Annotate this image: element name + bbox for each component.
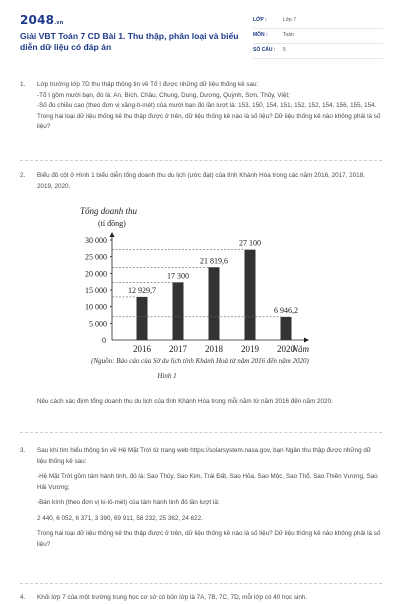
- question-body: [37, 80, 382, 133]
- question-line: Trong hai loại dữ liệu thống kê thu thập được ở trên, dữ liệu thống kê nào là số liệu? Dữ liệu thống kê nào không phải là số liệu?: [37, 530, 381, 548]
- x-tick-label: 2016: [133, 344, 151, 354]
- question-body: [37, 171, 382, 192]
- y-tick-label: 10 000: [85, 302, 107, 312]
- question-line: Lớp trưởng lớp 7D thu thập thông tin về Tổ I được những dữ liệu thống kê sau:: [37, 81, 259, 88]
- bar-value-label: 6 946,2: [274, 305, 298, 315]
- question-body: [37, 593, 382, 604]
- x-axis-label: Năm: [292, 344, 310, 354]
- x-tick-label: 2020: [277, 344, 295, 354]
- x-tick-label: 2017: [169, 344, 187, 354]
- divider: [20, 432, 382, 433]
- question-line: 2 440, 6 052, 6 371, 3 390, 69 911, 58 232, 25 362, 24 622.: [37, 514, 203, 522]
- y-tick-label: 25 000: [85, 252, 107, 262]
- x-tick-label: 2019: [241, 344, 259, 354]
- y-tick-label: 30 000: [85, 236, 107, 245]
- question-line: Sau khi tìm hiểu thông tin về Hệ Mặt Trời từ trang web https://solarsystem.nasa.gov, bạn Ngân thu thập được những dữ liệu thống kê sau:: [37, 447, 372, 465]
- page-title: Giải VBT Toán 7 CD Bài 1. Thu thập, phân loại và biểu diễn dữ liệu có đáp án: [20, 31, 239, 52]
- bar-value-label: 27 100: [239, 238, 261, 248]
- question-body: [37, 446, 382, 550]
- document-header: [0, 0, 400, 70]
- meta-row-count: [253, 44, 383, 59]
- meta-row-subject: [253, 29, 383, 44]
- question-number: 3.: [20, 447, 26, 454]
- bar: [281, 317, 292, 340]
- y-tick-label: 0: [102, 336, 106, 345]
- bar: [245, 250, 256, 340]
- bar-value-label: 21 819,6: [200, 256, 228, 266]
- question-number: 1.: [20, 81, 26, 88]
- meta-value: Lớp 7: [283, 17, 297, 23]
- y-axis-label-line1: Tổng doanh thu: [80, 206, 138, 216]
- figure-source-caption: (Nguồn: Báo cáo của Sở du lịch tỉnh Khánh Hoà từ năm 2016 đến năm 2020): [91, 357, 309, 365]
- question-line: Nêu cách xác định tổng doanh thu du lịch của tỉnh Khánh Hòa trong mỗi năm từ năm 2016 đến năm 2020.: [37, 398, 333, 405]
- y-tick-label: 15 000: [85, 286, 107, 295]
- divider: [20, 583, 382, 584]
- bar-value-label: 17 300: [167, 271, 189, 281]
- meta-value: 5: [283, 47, 286, 53]
- figure-label: Hình 1: [157, 372, 177, 380]
- meta-value: Toán: [283, 32, 294, 38]
- question-line: -Số đo chiều cao (theo đơn vị xăng-ti-mét) của mười bạn đó lần lượt là: 153, 150, 154, 151, 152, 152, 154, 156, 155, 154.: [37, 102, 377, 109]
- meta-row-class: [253, 14, 383, 29]
- site-logo[interactable]: 2048.vn: [20, 13, 64, 27]
- meta-key: LỚP :: [253, 17, 267, 23]
- bar: [137, 297, 148, 340]
- divider: [20, 160, 382, 161]
- document-meta: [253, 14, 383, 59]
- x-axis-arrow: [304, 338, 309, 343]
- question-body: [37, 397, 382, 408]
- question-line: -Bán kính (theo đơn vị ki-lô-mét) của tám hành tinh đó lần lượt là:: [37, 499, 220, 506]
- y-tick-label: 20 000: [85, 269, 107, 279]
- question-line: Trong hai loại dữ liệu thống kê thu thập được ở trên, dữ liệu thống kê nào là số liệu? Dữ liệu thống kê nào không phải là số liệu?: [37, 112, 381, 130]
- x-tick-label: 2018: [205, 344, 223, 354]
- y-axis-label-line2: (tỉ đồng): [98, 219, 126, 228]
- y-tick-label: 5 000: [89, 319, 107, 329]
- meta-key: MÔN :: [253, 32, 268, 38]
- question-line: -Tổ I gồm mười bạn, đó là: An, Bích, Châu, Chung, Dung, Dương, Quỳnh, Sơn, Thủy, Việt;: [37, 91, 290, 99]
- bar: [209, 267, 220, 340]
- bar: [173, 282, 184, 340]
- bar-value-label: 12 929,7: [128, 285, 156, 295]
- question-number: 2.: [20, 172, 26, 179]
- question-number: 4.: [20, 594, 26, 601]
- meta-key: SỐ CÂU :: [253, 47, 276, 53]
- y-axis-arrow: [110, 232, 115, 237]
- question-line: Khối lớp 7 của một trường trung học cơ sở có bốn lớp là 7A, 7B, 7C, 7D, mỗi lớp có 40 học sinh.: [37, 594, 308, 601]
- question-line: -Hệ Mặt Trời gồm tám hành tinh, đó là: Sao Thủy, Sao Kim, Trái Đất, Sao Hỏa, Sao Mộc, Sao Thổ, Sao Thiên Vương, Sao Hải Vương;: [37, 473, 378, 491]
- question-line: Biểu đồ cột ở Hình 1 biểu diễn tổng doanh thu du lịch (ước đạt) của tỉnh Khánh Hòa trong các năm 2016, 2017, 2018, 2019, 2020.: [37, 172, 365, 190]
